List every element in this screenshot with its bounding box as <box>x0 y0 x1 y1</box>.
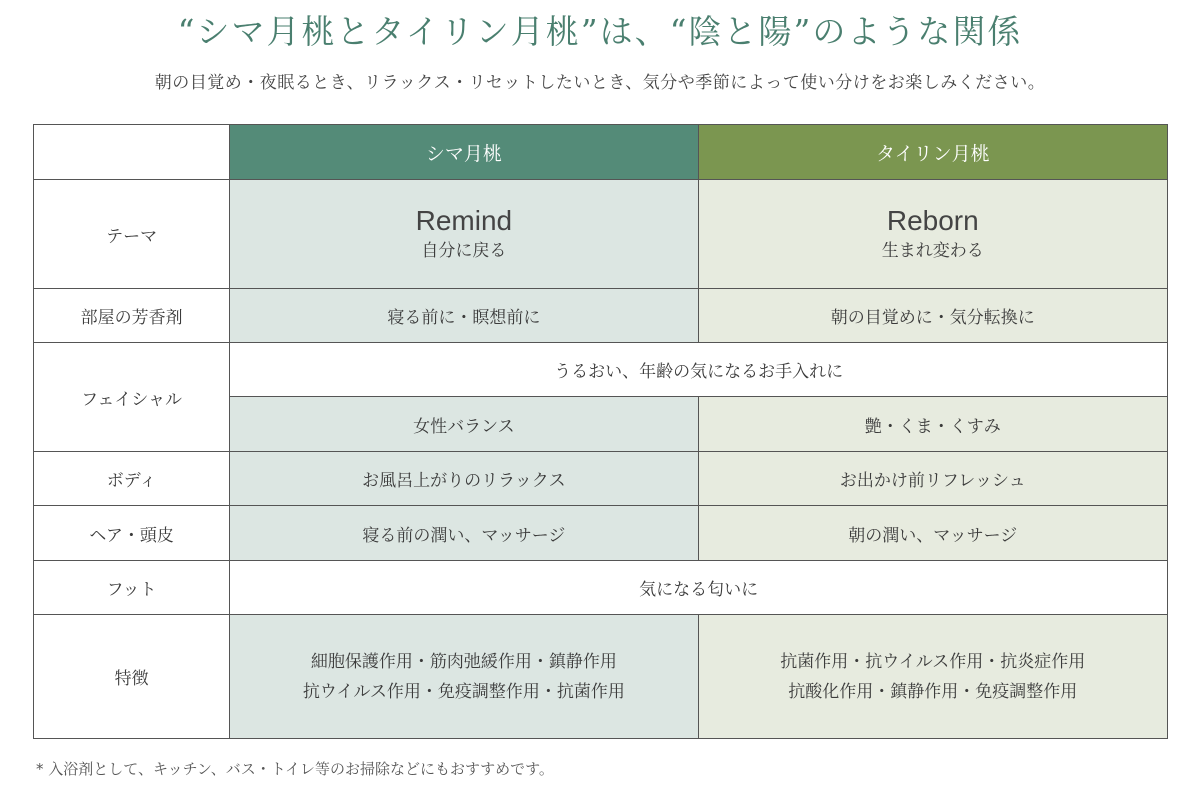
header-tairin: タイリン月桃 <box>698 125 1167 180</box>
theme-tairin-en: Reborn <box>886 205 979 236</box>
row-label-body: ボディ <box>34 452 230 506</box>
facial-shima: 女性バランス <box>230 397 698 452</box>
row-foot <box>34 561 1168 615</box>
row-theme <box>34 180 1168 289</box>
header-empty-cell <box>34 125 230 180</box>
comparison-table <box>33 124 1168 739</box>
theme-shima-en: Remind <box>415 205 513 236</box>
row-label-theme: テーマ <box>34 180 230 289</box>
page-title: “シマ月桃とタイリン月桃”は、“陰と陽”のような関係 <box>177 12 1023 51</box>
row-hair <box>34 506 1168 561</box>
row-features <box>34 615 1168 739</box>
row-room <box>34 289 1168 343</box>
room-tairin: 朝の目覚めに・気分転換に <box>698 289 1167 343</box>
hair-shima: 寝る前の潤い、マッサージ <box>230 506 698 561</box>
foot-common: 気になる匂いに <box>230 561 1168 615</box>
features-tairin-line1: 抗菌作用・抗ウイルス作用・抗炎症作用 <box>780 651 1086 672</box>
row-label-facial: フェイシャル <box>34 343 230 452</box>
facial-common: うるおい、年齢の気になるお手入れに <box>230 343 1168 397</box>
row-label-hair: ヘア・頭皮 <box>34 506 230 561</box>
features-shima <box>230 615 698 739</box>
row-label-room: 部屋の芳香剤 <box>34 289 230 343</box>
features-shima-line1: 細胞保護作用・筋肉弛緩作用・鎮静作用 <box>310 651 617 672</box>
header-shima: シマ月桃 <box>230 125 698 180</box>
theme-shima-jp: 自分に戻る <box>421 241 507 261</box>
row-label-foot: フット <box>34 561 230 615</box>
facial-tairin: 艶・くま・くすみ <box>698 397 1167 452</box>
row-body <box>34 452 1168 506</box>
room-shima: 寝る前に・瞑想前に <box>230 289 698 343</box>
features-tairin-line2: 抗酸化作用・鎮静作用・免疫調整作用 <box>788 681 1078 702</box>
theme-tairin-jp: 生まれ変わる <box>881 241 984 261</box>
hair-tairin: 朝の潤い、マッサージ <box>698 506 1167 561</box>
row-label-features: 特徴 <box>34 615 230 739</box>
theme-tairin <box>698 180 1167 289</box>
body-tairin: お出かけ前リフレッシュ <box>698 452 1167 506</box>
features-tairin <box>698 615 1167 739</box>
row-facial-common <box>34 343 1168 397</box>
features-shima-line2: 抗ウイルス作用・免疫調整作用・抗菌作用 <box>302 681 625 702</box>
body-shima: お風呂上がりのリラックス <box>230 452 698 506</box>
table-header-row <box>34 125 1168 180</box>
page-subtitle: 朝の目覚め・夜眠るとき、リラックス・リセットしたいとき、気分や季節によって使い分けをお楽しみください。 <box>154 73 1046 93</box>
footnote: * 入浴剤として、キッチン、バス・トイレ等のお掃除などにもおすすめです。 <box>36 760 554 778</box>
theme-shima <box>230 180 698 289</box>
